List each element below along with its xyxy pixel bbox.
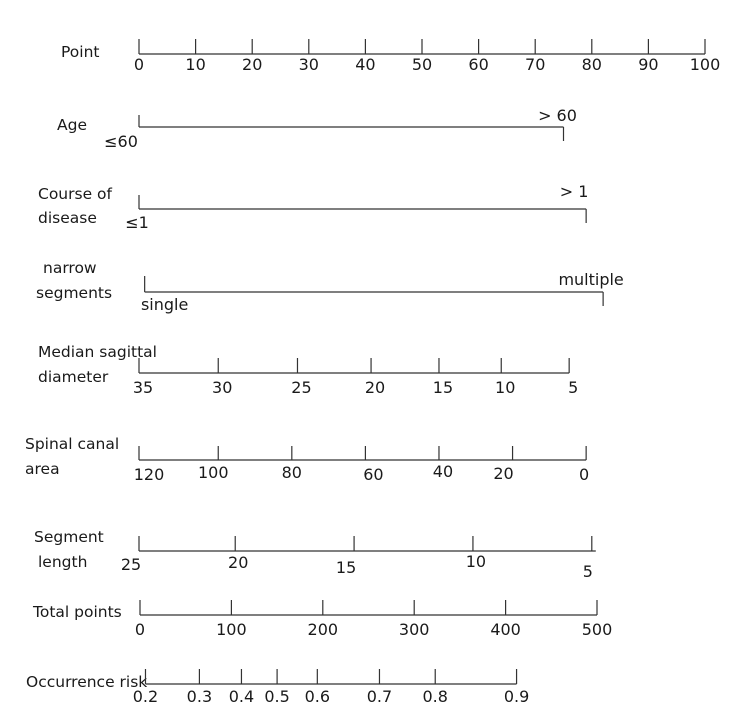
tick-label: 20 bbox=[242, 55, 263, 74]
tick-label: 80 bbox=[581, 55, 602, 74]
tick-label: multiple bbox=[558, 270, 624, 289]
tick-label: ≤1 bbox=[125, 213, 149, 232]
scale-median-sagittal-diameter bbox=[38, 343, 578, 397]
tick-label: 10 bbox=[495, 378, 516, 397]
tick-label: 50 bbox=[411, 55, 433, 74]
scale-label: Age bbox=[57, 116, 87, 134]
tick-label: 15 bbox=[335, 558, 357, 577]
tick-label: 0 bbox=[133, 55, 145, 74]
tick-label: 5 bbox=[582, 562, 593, 581]
scale-label: Occurrence risk bbox=[26, 673, 148, 691]
scale-label: Total points bbox=[33, 603, 122, 621]
tick-label: 0.3 bbox=[186, 687, 213, 706]
tick-label: 0.4 bbox=[228, 687, 255, 706]
tick-label: 0.5 bbox=[264, 687, 290, 706]
tick-label: ≤60 bbox=[104, 132, 138, 151]
scale-total-points bbox=[32, 600, 612, 639]
scale-label: area bbox=[25, 460, 60, 478]
scale-age bbox=[57, 106, 577, 151]
tick-label: 100 bbox=[689, 55, 721, 74]
tick-label: 120 bbox=[133, 465, 165, 484]
tick-label: 300 bbox=[398, 620, 430, 639]
tick-label: 60 bbox=[468, 55, 489, 74]
tick-label: 40 bbox=[432, 462, 454, 481]
tick-label: 400 bbox=[490, 620, 521, 639]
tick-label: 60 bbox=[363, 465, 384, 484]
tick-label: 25 bbox=[291, 378, 312, 397]
tick-label: 5 bbox=[568, 378, 579, 397]
scale-label: Course of bbox=[38, 185, 112, 203]
tick-label: 0.8 bbox=[422, 687, 448, 706]
scale-label: narrow bbox=[43, 259, 97, 277]
scale-point bbox=[61, 39, 720, 74]
tick-label: 40 bbox=[355, 55, 376, 74]
tick-label: 20 bbox=[228, 553, 249, 572]
tick-label: 20 bbox=[493, 464, 514, 483]
tick-label: 30 bbox=[212, 378, 233, 397]
scale-narrow-segments bbox=[36, 259, 624, 314]
scale-label: segments bbox=[36, 284, 113, 302]
tick-label: 200 bbox=[307, 620, 339, 639]
tick-label: 10 bbox=[465, 552, 487, 571]
tick-label: 25 bbox=[120, 555, 142, 574]
scale-label: diameter bbox=[38, 368, 109, 386]
tick-label: 80 bbox=[281, 463, 302, 482]
tick-label: > 1 bbox=[559, 182, 589, 201]
scale-occurrence-risk bbox=[26, 669, 529, 706]
scale-course-of-disease bbox=[38, 182, 588, 232]
tick-label: 0.6 bbox=[304, 687, 331, 706]
scale-spinal-canal-area bbox=[25, 435, 589, 484]
tick-label: single bbox=[140, 295, 189, 314]
tick-label: 70 bbox=[525, 55, 546, 74]
scale-label: length bbox=[38, 553, 88, 571]
tick-label: 10 bbox=[185, 55, 206, 74]
tick-label: 100 bbox=[197, 463, 229, 482]
tick-label: 0.9 bbox=[503, 687, 530, 706]
tick-label: 20 bbox=[364, 378, 386, 397]
scale-label: Point bbox=[61, 43, 100, 61]
tick-label: 0 bbox=[579, 465, 590, 484]
scale-label: Median sagittal bbox=[38, 343, 157, 361]
tick-label: 90 bbox=[638, 55, 659, 74]
scale-label: Spinal canal bbox=[25, 435, 120, 453]
tick-label: 100 bbox=[216, 620, 247, 639]
tick-label: > 60 bbox=[538, 106, 577, 125]
tick-label: 15 bbox=[432, 378, 454, 397]
tick-label: 0.2 bbox=[132, 687, 159, 706]
scale-label: disease bbox=[38, 209, 97, 227]
tick-label: 30 bbox=[298, 55, 319, 74]
tick-label: 0 bbox=[134, 620, 146, 639]
scale-label: Segment bbox=[34, 528, 104, 546]
tick-label: 35 bbox=[132, 378, 154, 397]
tick-label: 500 bbox=[581, 620, 613, 639]
tick-label: 0.7 bbox=[366, 687, 393, 706]
scale-segment-length bbox=[34, 528, 596, 581]
